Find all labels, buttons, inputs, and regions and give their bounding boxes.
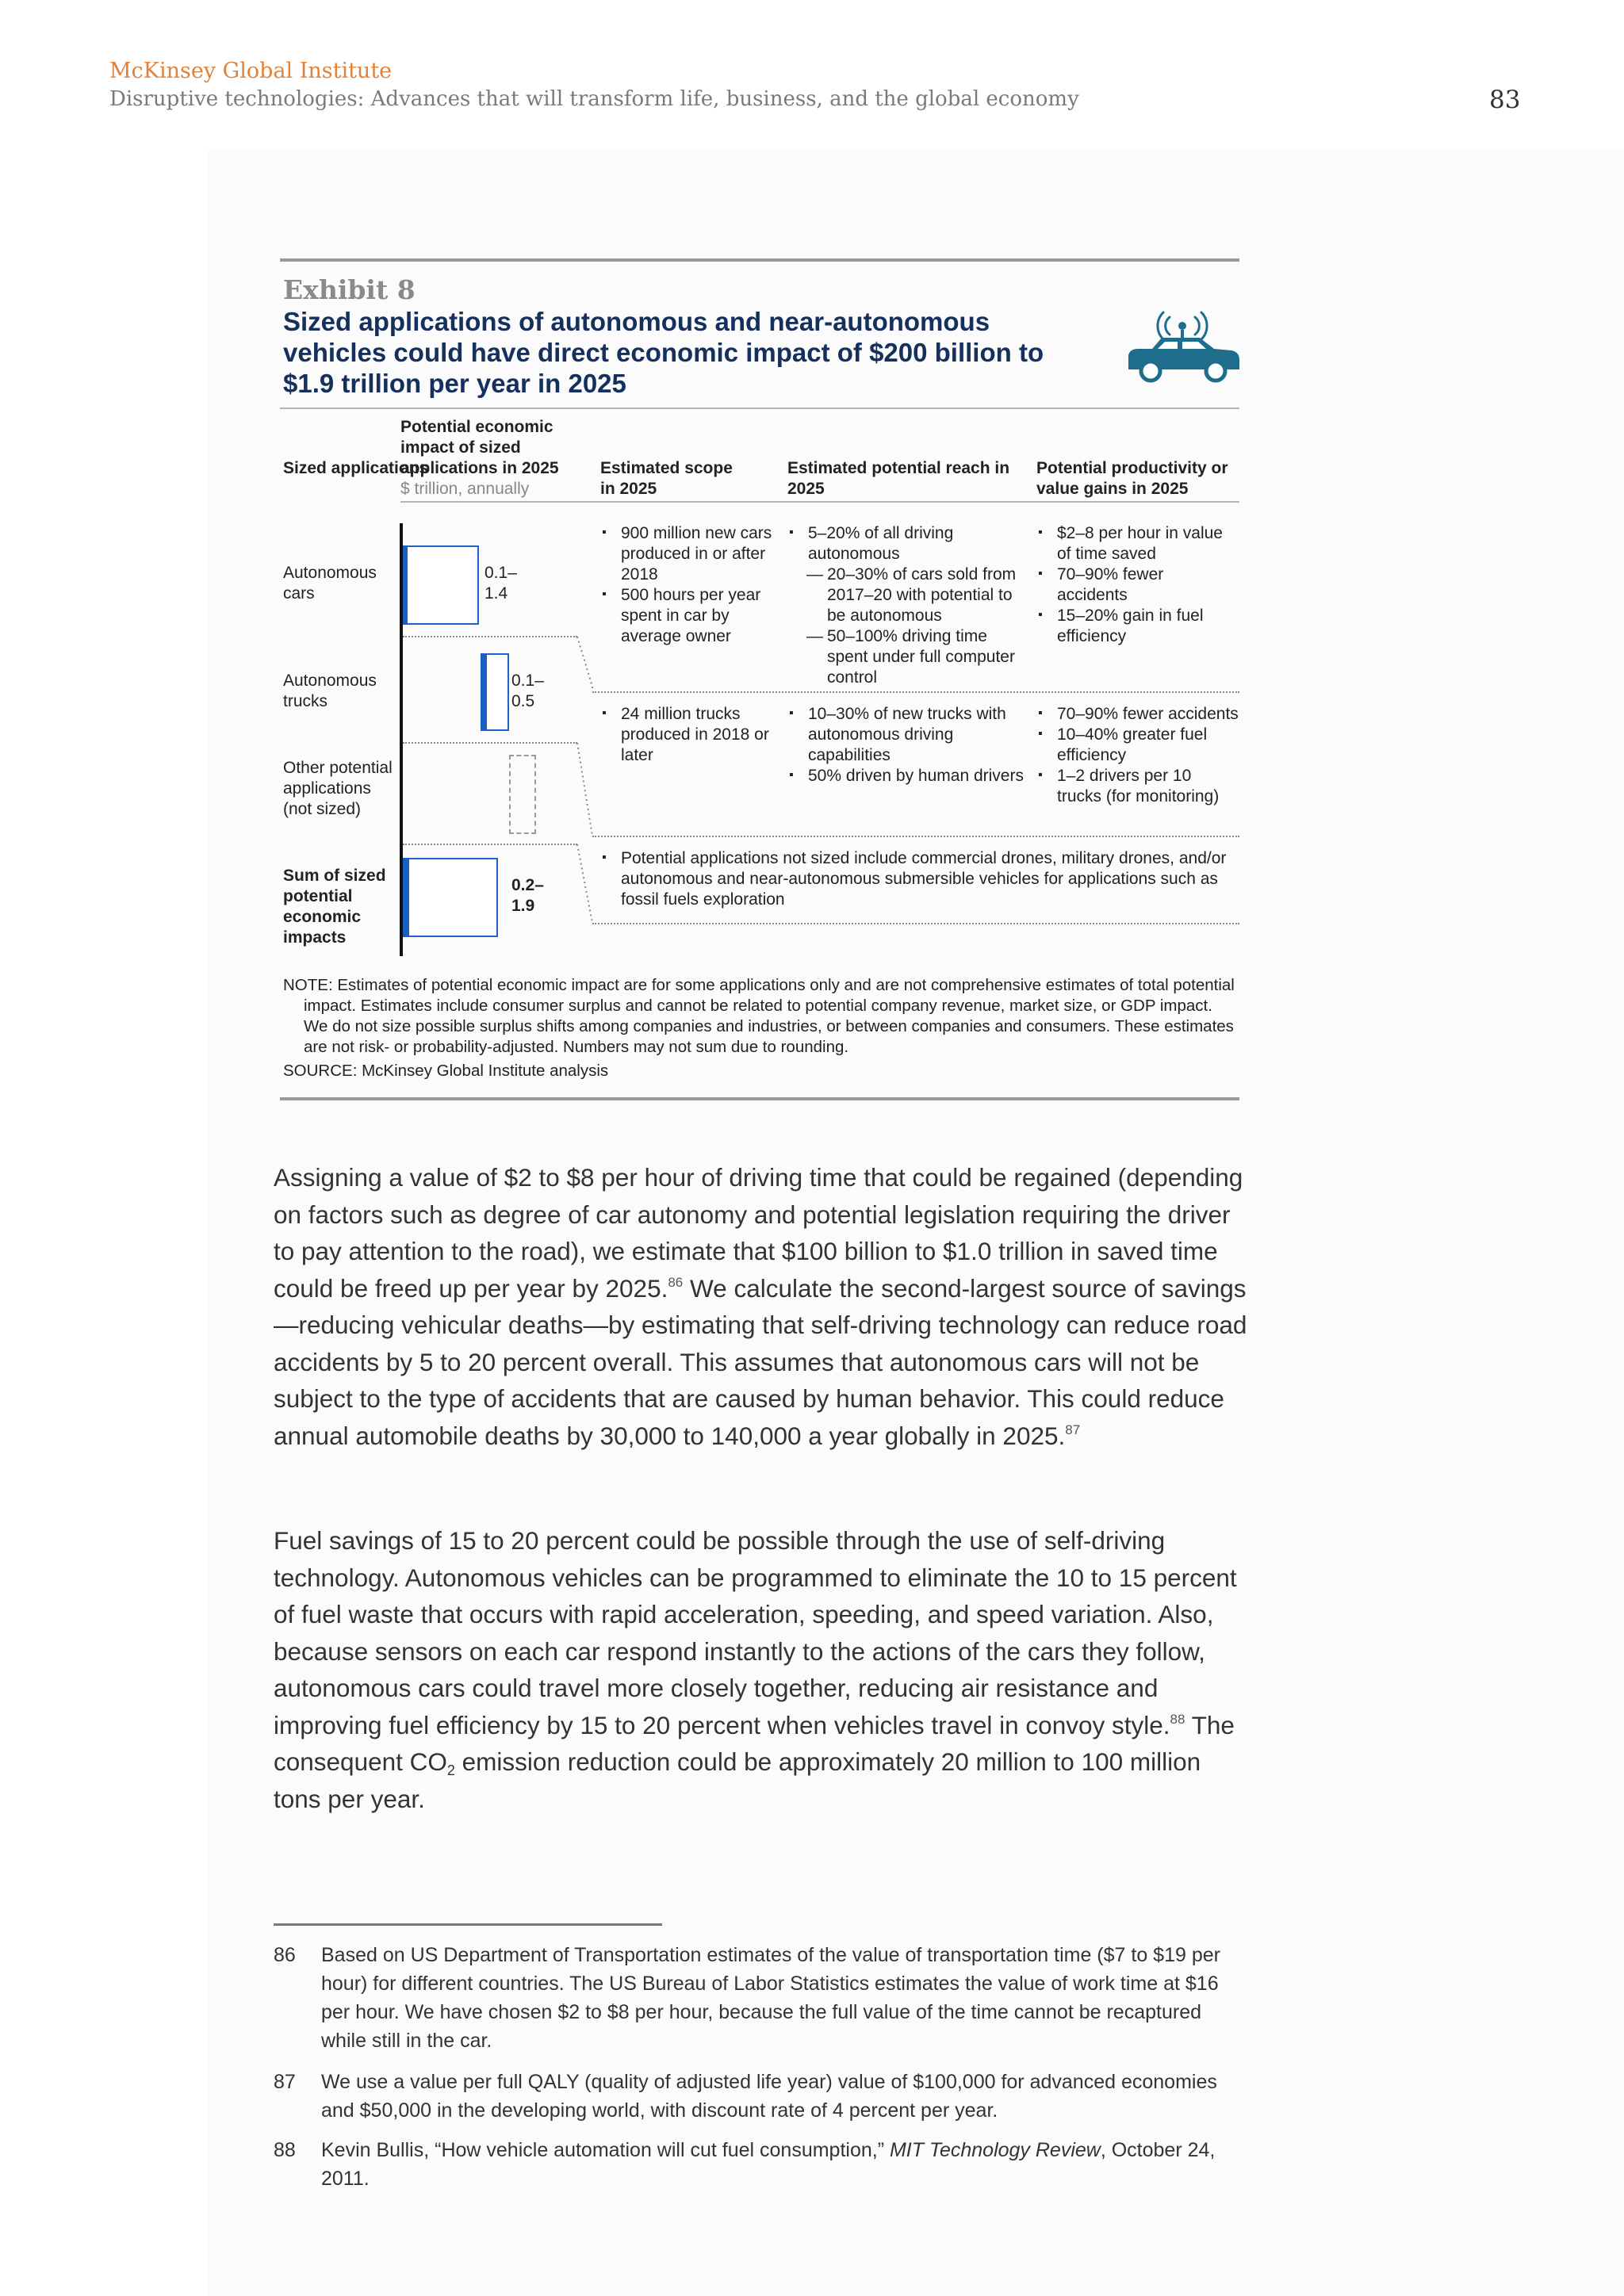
divider-trucks-other [592,836,1239,837]
value-sum-line2: 1.9 [511,897,535,915]
page-number: 83 [1489,86,1521,114]
value-trucks-line1: 0.1– [511,672,544,690]
footnote-86 [274,1941,1241,2055]
publisher-name: McKinsey Global Institute [109,59,393,83]
cars-gains-item: ▪ 70–90% fewer accidents [1036,564,1235,606]
cars-reach-item: ▪ 5–20% of all driving autonomous [787,523,1025,564]
body-paragraph-1 [274,1159,1249,1454]
trucks-reach [787,704,1025,786]
footnote-ref-86: 86 [668,1274,684,1290]
other-applications-note [600,848,1239,910]
footnote-ref-88: 88 [1170,1711,1185,1727]
footnote-text [321,2136,1241,2193]
trucks-reach-item: ▪ 10–30% of new trucks with autonomous driving capabilities [787,704,1025,766]
note-text: NOTE: Estimates of potential economic impact are for some applications only and are not comprehensive estimates of total potential impact. Estimates include consumer surplus and cannot be related to potential company revenue, market size, or GDP impact. We do not size possible surplus shifts among companies and industries, or between companies and consumers. These estimates are not risk- or probability-adjusted. Numbers may not sum due to rounding. [283,976,1235,1056]
cars-scope-item: ▪ 900 million new cars produced in or after 2018 [600,523,779,585]
cars-gains-item: ▪ 15–20% gain in fuel efficiency [1036,606,1235,647]
source-text: SOURCE: McKinsey Global Institute analysis [283,1062,609,1080]
trucks-scope-item: ▪ 24 million trucks produced in 2018 or later [600,704,779,766]
trucks-reach-item: ▪ 50% driven by human drivers [787,766,1025,786]
cars-scope [600,523,779,647]
footnote-number: 88 [274,2139,296,2161]
value-trucks-line2: 0.5 [511,692,535,710]
other-applications-item: ▪ Potential applications not sized include commercial drones, military drones, and/or autonomous and near-autonomous submersible vehicles for applications such as fossil fuels exploration [600,848,1239,910]
cars-gains [1036,523,1235,647]
cars-reach-subitem: — 20–30% of cars sold from 2017–20 with potential to be autonomous [787,564,1025,626]
col-header-sized-applications: Sized applications [283,459,429,477]
row-label-cars: Autonomous cars [283,564,377,603]
cars-gains-item: ▪ $2–8 per hour in value of time saved [1036,523,1235,564]
col-header-impact-unit: $ trillion, annually [400,480,530,498]
trucks-scope [600,704,779,766]
trucks-gains-item: ▪ 10–40% greater fuel efficiency [1036,725,1239,766]
value-cars-line2: 1.4 [485,584,508,603]
body-paragraph-2 [274,1522,1249,1817]
cars-scope-item: ▪ 500 hours per year spent in car by average owner [600,585,779,647]
footnote-88-text-a: Kevin Bullis, “How vehicle automation will cut fuel consumption,” [321,2139,890,2161]
p2-text-a: Fuel savings of 15 to 20 percent could be possible through the use of self-driving technology. Autonomous vehicles can be programmed to eliminate the 10 to 15 percent of fuel waste that occurs with rapid acceleration, speeding, and speed variation. Also, because sensors on each car respond instantly to the actions of the cars they follow, autonomous cars could travel more closely together, reducing air resistance and improving fuel efficiency by 15 to 20 percent when vehicles travel in convoy style. [274,1526,1237,1739]
divider-cars-trucks [592,691,1239,693]
footnote-number: 86 [274,1944,296,1966]
footnote-88-publication: MIT Technology Review [889,2139,1101,2161]
report-title: Disruptive technologies: Advances that will transform life, business, and the global economy [109,87,1079,111]
exhibit-label: Exhibit 8 [283,274,416,305]
col-header-gains: Potential productivity or value gains in 2025 [1036,459,1228,498]
divider-other-end [592,923,1239,924]
co2-subscript: 2 [446,1762,455,1778]
footnote-rule [274,1923,662,1926]
p1-text-a: Assigning a value of $2 to $8 per hour of driving time that could be regained (depending on factors such as degree of car autonomy and potential legislation requiring the driver to pay attention to the road), we estimate that $100 billion to $1.0 trillion in saved time could be freed up per year by 2025. [274,1163,1243,1303]
footnote-87 [274,2068,1241,2125]
p2-text-b: The consequent CO [274,1710,1235,1776]
p1-text-b: We calculate the second-largest source of savings—reducing vehicular deaths—by estimating that self-driving technology can reduce road accidents by 5 to 20 percent overall. This assumes that autonomous cars will not be subject to the type of accidents that are caused by human behavior. This could reduce annual automobile deaths by 30,000 to 140,000 a year globally in 2025. [274,1273,1247,1450]
col-header-scope: Estimated scope in 2025 [600,459,733,498]
exhibit-note [283,975,1239,1081]
trucks-gains-item: ▪ 70–90% fewer accidents [1036,704,1239,725]
footnote-88 [274,2136,1241,2193]
footnote-ref-87: 87 [1065,1422,1081,1437]
col-header-reach: Estimated potential reach in 2025 [787,459,1010,498]
footnote-text: We use a value per full QALY (quality of adjusted life year) value of $100,000 for advanced economies and $50,000 in the developing world, with discount rate of 4 percent per year. [321,2071,1217,2122]
p2-text-c: emission reduction could be approximately 20 million to 100 million tons per year. [274,1747,1201,1813]
footnote-number: 87 [274,2071,296,2093]
row-label-sum: Sum of sized potential economic impacts [283,867,386,947]
col-header-impact-label: Potential economic impact of sized applications in 2025 [400,418,559,477]
exhibit-bottom-rule [280,1097,1239,1100]
exhibit-title: Sized applications of autonomous and near-autonomous vehicles could have direct economic impact of $200 billion to $1.9 trillion per year in 2025 [283,307,1044,398]
cars-reach [787,523,1025,688]
value-cars-line1: 0.1– [485,564,517,582]
trucks-gains [1036,704,1239,807]
trucks-gains-item: ▪ 1–2 drivers per 10 trucks (for monitoring) [1036,766,1239,807]
row-label-other: Other potential applications (not sized) [283,759,393,818]
footnote-text: Based on US Department of Transportation estimates of the value of transportation time ($7 to $19 per hour) for different countries. The US Bureau of Labor Statistics estimates the value of work time at $16 per hour. We have chosen $2 to $8 per hour, because the full value of the time cannot be recaptured while still in the car. [321,1944,1220,2052]
row-label-trucks: Autonomous trucks [283,672,377,710]
footnote-88-text-b: , October 24, 2011. [321,2139,1216,2190]
cars-reach-subitem: — 50–100% driving time spent under full computer control [787,626,1025,688]
value-sum-line1: 0.2– [511,876,544,894]
